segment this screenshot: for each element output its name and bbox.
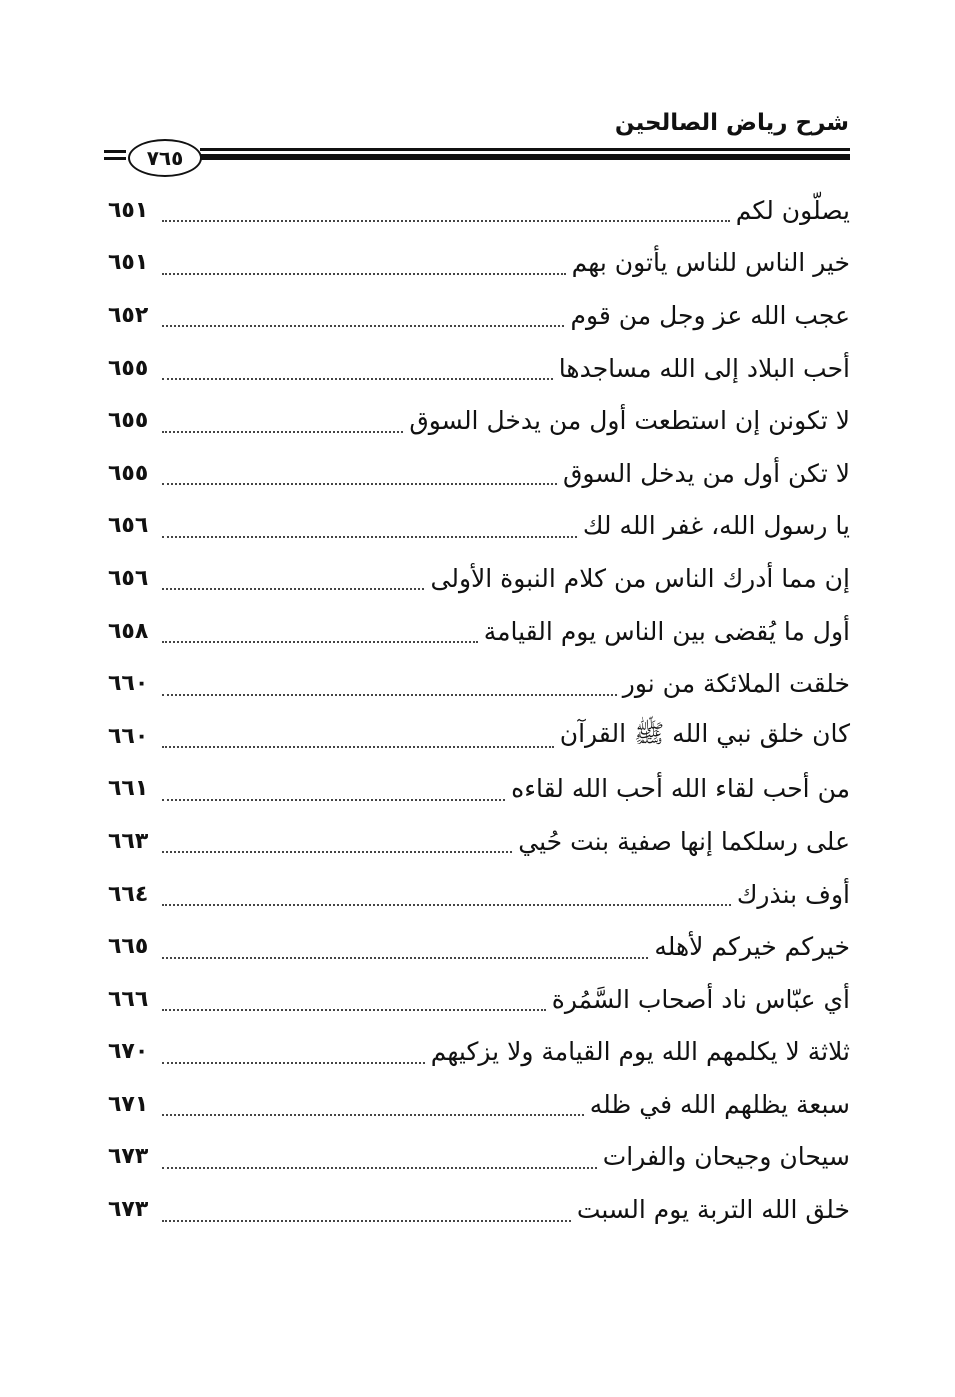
index-entry-title: من أحب لقاء الله أحب الله لقاءه	[511, 774, 850, 804]
header-rule-thick	[200, 154, 850, 160]
dot-leader	[162, 536, 577, 538]
index-entry-title: أول ما يُقضى بين الناس يوم القيامة	[483, 616, 850, 646]
index-entry-row	[108, 1131, 850, 1184]
index-entry-page-number: ٦٧١	[108, 1091, 149, 1117]
index-entry-page-number: ٦٦٣	[108, 828, 149, 854]
index-entry-title: لا تكونن إن استطعت أول من يدخل السوق	[409, 406, 850, 436]
index-entry-page-number: ٦٥٥	[108, 460, 149, 486]
index-entry-page-number: ٦٦١	[108, 776, 149, 802]
dot-leader	[162, 588, 424, 590]
index-entry-page-number: ٦٦٠	[108, 671, 149, 697]
index-entry-page-number: ٦٧٣	[108, 1197, 149, 1223]
dot-leader	[162, 799, 505, 801]
dot-leader	[162, 1062, 425, 1064]
index-entry-row	[108, 1183, 850, 1236]
index-entry-title: أوف بنذرك	[736, 879, 850, 909]
dot-leader	[162, 1167, 597, 1169]
dot-leader	[162, 220, 730, 222]
dot-leader	[162, 431, 403, 433]
dot-leader	[162, 378, 553, 380]
index-entry-page-number: ٦٧٠	[108, 1039, 149, 1065]
dot-leader	[162, 904, 731, 906]
header-rule-end-mark-bottom	[104, 157, 126, 160]
dot-leader	[162, 694, 617, 696]
index-entry-title: خيركم خيركم لأهله	[654, 932, 850, 962]
index-entry-page-number: ٦٧٣	[108, 1144, 149, 1170]
index-entry-row	[108, 184, 850, 237]
index-entry-title: عجب الله عز وجل من قوم	[570, 300, 850, 330]
header-rule-thin	[200, 148, 850, 151]
index-entry-row	[108, 605, 850, 658]
dot-leader	[162, 1114, 584, 1116]
index-entry-row	[108, 657, 850, 710]
dot-leader	[162, 1220, 571, 1222]
index-entry-title: سيحان وجيحان والفرات	[602, 1142, 850, 1172]
dot-leader	[162, 957, 648, 959]
index-entry-title: يصلّون لكم	[735, 195, 850, 225]
index-entry-row	[108, 763, 850, 816]
index-entry-title: يا رسول الله، غفر الله لك	[582, 511, 850, 541]
index-entry-title: خير الناس للناس يأتون بهم	[571, 248, 850, 278]
index-entry-title: خلقت الملائكة من نور	[622, 669, 850, 699]
index-entry-row	[108, 1026, 850, 1079]
index-entry-page-number: ٦٦٠	[108, 723, 149, 749]
index-entry-title: أحب البلاد إلى الله مساجدها	[558, 353, 850, 383]
index-entry-row	[108, 973, 850, 1026]
index-entry-title: ثلاثة لا يكلمهم الله يوم القيامة ولا يزكيهم	[430, 1037, 850, 1067]
page-number: ٧٦٥	[146, 146, 184, 170]
header-rule-end-mark-top	[104, 150, 126, 153]
index-entry-title: كان خلق نبي الله ﷺ القرآن	[559, 718, 850, 748]
index-entry-title: أي عبّاس ناد أصحاب السَّمُرة	[551, 984, 850, 1014]
index-entry-row	[108, 289, 850, 342]
index-entry-row	[108, 815, 850, 868]
index-entry-page-number: ٦٥٢	[108, 302, 149, 328]
dot-leader	[162, 746, 554, 748]
index-entry-row	[108, 920, 850, 973]
dot-leader	[162, 1009, 546, 1011]
index-entry-row	[108, 552, 850, 605]
index-entry-title: إن مما أدرك الناس من كلام النبوة الأولى	[430, 563, 850, 593]
dot-leader	[162, 273, 566, 275]
index-entry-row	[108, 237, 850, 290]
index-entry-page-number: ٦٥٦	[108, 565, 149, 591]
index-entry-page-number: ٦٥١	[108, 250, 149, 276]
index-entry-row	[108, 394, 850, 447]
index-entries-list	[108, 184, 850, 1236]
index-entry-page-number: ٦٥٥	[108, 355, 149, 381]
index-entry-page-number: ٦٦٦	[108, 986, 149, 1012]
index-entry-row	[108, 342, 850, 395]
index-entry-page-number: ٦٦٥	[108, 934, 149, 960]
index-entry-page-number: ٦٥١	[108, 197, 149, 223]
index-entry-row	[108, 710, 850, 763]
index-entry-page-number: ٦٦٤	[108, 881, 149, 907]
index-entry-title: خلق الله التربة يوم السبت	[576, 1195, 850, 1225]
index-entry-title: سبعة يظلهم الله في ظله	[589, 1089, 850, 1119]
running-header-title: شرح رياض الصالحين	[614, 110, 849, 136]
dot-leader	[162, 325, 564, 327]
index-entry-row	[108, 868, 850, 921]
index-entry-row	[108, 500, 850, 553]
index-entry-title: على رسلكما إنها صفية بنت حُيي	[518, 826, 850, 856]
index-entry-page-number: ٦٥٥	[108, 408, 149, 434]
index-entry-row	[108, 447, 850, 500]
dot-leader	[162, 641, 478, 643]
dot-leader	[162, 483, 557, 485]
dot-leader	[162, 851, 512, 853]
index-entry-page-number: ٦٥٨	[108, 618, 149, 644]
page-number-badge	[128, 139, 202, 177]
index-entry-title: لا تكن أول من يدخل السوق	[562, 458, 850, 488]
index-entry-row	[108, 1078, 850, 1131]
index-entry-page-number: ٦٥٦	[108, 513, 149, 539]
